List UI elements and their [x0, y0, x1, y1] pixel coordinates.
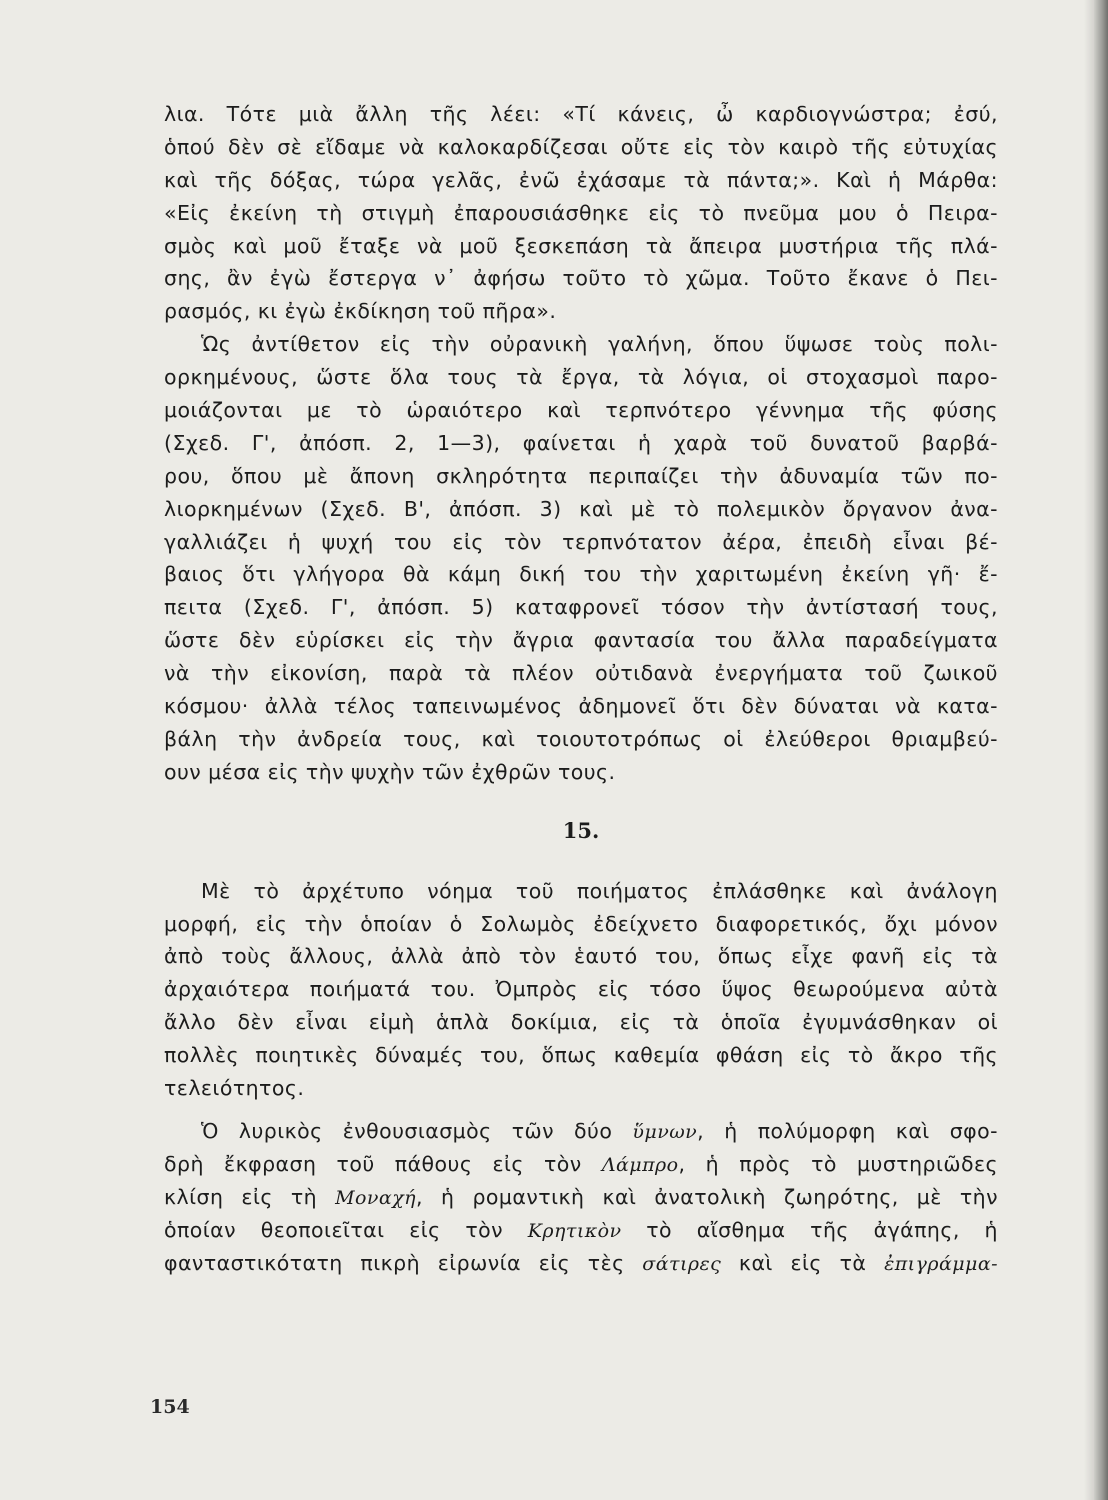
text-line: (Σχεδ. Γ', ἀπόσπ. 2, 1—3), φαίνεται ἡ χαρὰ τοῦ δυνατοῦ βαρβά-	[164, 430, 998, 455]
text-run: Ὁ λυρικὸς ἐνθουσιασμὸς τῶν δύο	[201, 1118, 633, 1143]
text-line: λιορκημένων (Σχεδ. Β', ἀπόσπ. 3) καὶ μὲ τὸ πολεμικὸν ὄργανον ἀνα-	[164, 496, 998, 521]
page-shadow	[1084, 0, 1094, 1500]
text-run: καὶ εἰς τὰ	[721, 1250, 885, 1275]
text-run: δρὴ ἔκφραση τοῦ πάθους εἰς τὸν	[164, 1151, 602, 1176]
text-run: , ἡ πολύμορφη καὶ σφο-	[697, 1118, 998, 1143]
text-line: ἀρχαιότερα ποιήματά του. Ὀμπρὸς εἰς τόσο ὕψος θεωρούμενα αὐτὰ	[164, 977, 998, 1002]
section-heading: 15.	[562, 817, 600, 843]
text-line: μοιάζονται με τὸ ὡραιότερο καὶ τερπνότερο γέννημα τῆς φύσης	[164, 398, 998, 423]
text-line: Ὡς ἀντίθετον εἰς τὴν οὐρανικὴ γαλήνη, ὅπου ὕψωσε τοὺς πολι-	[201, 332, 998, 357]
paragraph-3	[164, 875, 998, 1105]
paragraph-2	[164, 328, 998, 788]
text-line: ἄλλο δὲν εἶναι εἰμὴ ἁπλὰ δοκίμια, εἰς τὰ ὁποῖα ἐγυμνάσθηκαν οἱ	[164, 1010, 998, 1035]
text-run: , ἡ πρὸς τὸ μυστηριῶδες	[678, 1151, 998, 1176]
text-line: σμὸς καὶ μοῦ ἔταξε νὰ μοῦ ξεσκεπάση τὰ ἄπειρα μυστήρια τῆς πλά-	[164, 233, 998, 258]
text-line	[164, 1181, 998, 1214]
text-line	[164, 1148, 998, 1181]
text-line: ρου, ὅπου μὲ ἄπονη σκληρότητα περιπαίζει τὴν ἀδυναμία τῶν πο-	[164, 463, 998, 488]
text-line: ορκημένους, ὥστε ὅλα τους τὰ ἔργα, τὰ λόγια, οἱ στοχασμοὶ παρο-	[164, 365, 998, 390]
text-run: κλίση εἰς τὴ	[164, 1184, 336, 1209]
text-line: βαιος ὅτι γλήγορα θὰ κάμη δική του τὴν χαριτωμένη ἐκείνη γῆ· ἔ-	[164, 562, 998, 587]
text-line: λια. Τότε μιὰ ἄλλη τῆς λέει: «Τί κάνεις, ὦ καρδιογνώστρα; ἐσύ,	[164, 102, 998, 126]
body-text	[164, 98, 998, 1279]
italic-title: ὕμνων	[632, 1120, 698, 1143]
text-line: μορφή, εἰς τὴν ὁποίαν ὁ Σολωμὸς ἐδείχνετο διαφορετικός, ὄχι μόνον	[164, 911, 998, 936]
text-run: , ἡ ρομαντικὴ καὶ ἀνατολικὴ ζωηρότης, μὲ τὴν	[416, 1184, 998, 1209]
text-line	[164, 1247, 998, 1280]
text-line: νὰ τὴν εἰκονίση, παρὰ τὰ πλέον οὐτιδανὰ ἐνεργήματα τοῦ ζωικοῦ	[164, 661, 998, 686]
text-line: γαλλιάζει ἡ ψυχή του εἰς τὸν τερπνότατον ἀέρα, ἐπειδὴ εἶναι βέ-	[164, 529, 998, 554]
text-line: ὥστε δὲν εὑρίσκει εἰς τὴν ἄγρια φαντασία του ἄλλα παραδείγματα	[164, 628, 998, 653]
italic-title: Μοναχή	[335, 1186, 416, 1209]
text-line	[164, 1115, 998, 1148]
text-line: κόσμου· ἀλλὰ τέλος ταπεινωμένος ἀδημονεῖ ὅτι δὲν δύναται νὰ κατα-	[164, 694, 998, 719]
text-line	[164, 1214, 998, 1247]
text-run: ὁποίαν θεοποιεῖται εἰς τὸν	[164, 1217, 528, 1242]
text-line: βάλη τὴν ἀνδρεία τους, καὶ τοιουτοτρόπως οἱ ἐλεύθεροι θριαμβεύ-	[164, 726, 998, 751]
text-line: πειτα (Σχεδ. Γ', ἀπόσπ. 5) καταφρονεῖ τόσον τὴν ἀντίστασή τους,	[164, 595, 998, 620]
text-run: φανταστικότατη πικρὴ εἰρωνία εἰς τὲς	[164, 1250, 643, 1275]
text-line: Μὲ τὸ ἀρχέτυπο νόημα τοῦ ποιήματος ἐπλάσθηκε καὶ ἀνάλογη	[201, 878, 998, 903]
italic-title: Λάμπρο	[601, 1153, 679, 1176]
paragraph-4	[164, 1115, 998, 1279]
text-line: ρασμός, κι ἐγὼ ἐκδίκηση τοῦ πῆρα».	[164, 299, 557, 324]
text-line: τελειότητος.	[164, 1076, 305, 1101]
text-line: καὶ τῆς δόξας, τώρα γελᾶς, ἐνῶ ἐχάσαμε τὰ πάντα;». Καὶ ἡ Μάρθα:	[164, 167, 998, 192]
text-line: σης, ἂν ἐγὼ ἔστεργα ν᾽ ἀφήσω τοῦτο τὸ χῶμα. Τοῦτο ἔκανε ὁ Πει-	[164, 266, 998, 291]
paragraph-1	[164, 98, 998, 328]
italic-title: ἐπιγράμμα-	[884, 1252, 998, 1275]
page-number: 154	[150, 1396, 190, 1418]
italic-title: Κρητικὸν	[527, 1219, 622, 1242]
text-line: «Εἰς ἐκείνη τὴ στιγμὴ ἐπαρουσιάσθηκε εἰς τὸ πνεῦμα μου ὁ Πειρα-	[164, 200, 998, 225]
text-line: ουν μέσα εἰς τὴν ψυχὴν τῶν ἐχθρῶν τους.	[164, 759, 616, 784]
text-run: τὸ αἴσθημα τῆς ἀγάπης, ἡ	[621, 1217, 998, 1242]
text-line: ἀπὸ τοὺς ἄλλους, ἀλλὰ ἀπὸ τὸν ἑαυτό του, ὅπως εἶχε φανῆ εἰς τὰ	[164, 944, 998, 969]
page-edge	[1094, 0, 1108, 1500]
text-line: ὁπού δὲν σὲ εἴδαμε νὰ καλοκαρδίζεσαι οὔτε εἰς τὸν καιρὸ τῆς εὐτυχίας	[164, 134, 998, 159]
text-line: πολλὲς ποιητικὲς δύναμές του, ὅπως καθεμία φθάση εἰς τὸ ἄκρο τῆς	[164, 1043, 998, 1068]
italic-title: σάτιρες	[642, 1252, 722, 1275]
